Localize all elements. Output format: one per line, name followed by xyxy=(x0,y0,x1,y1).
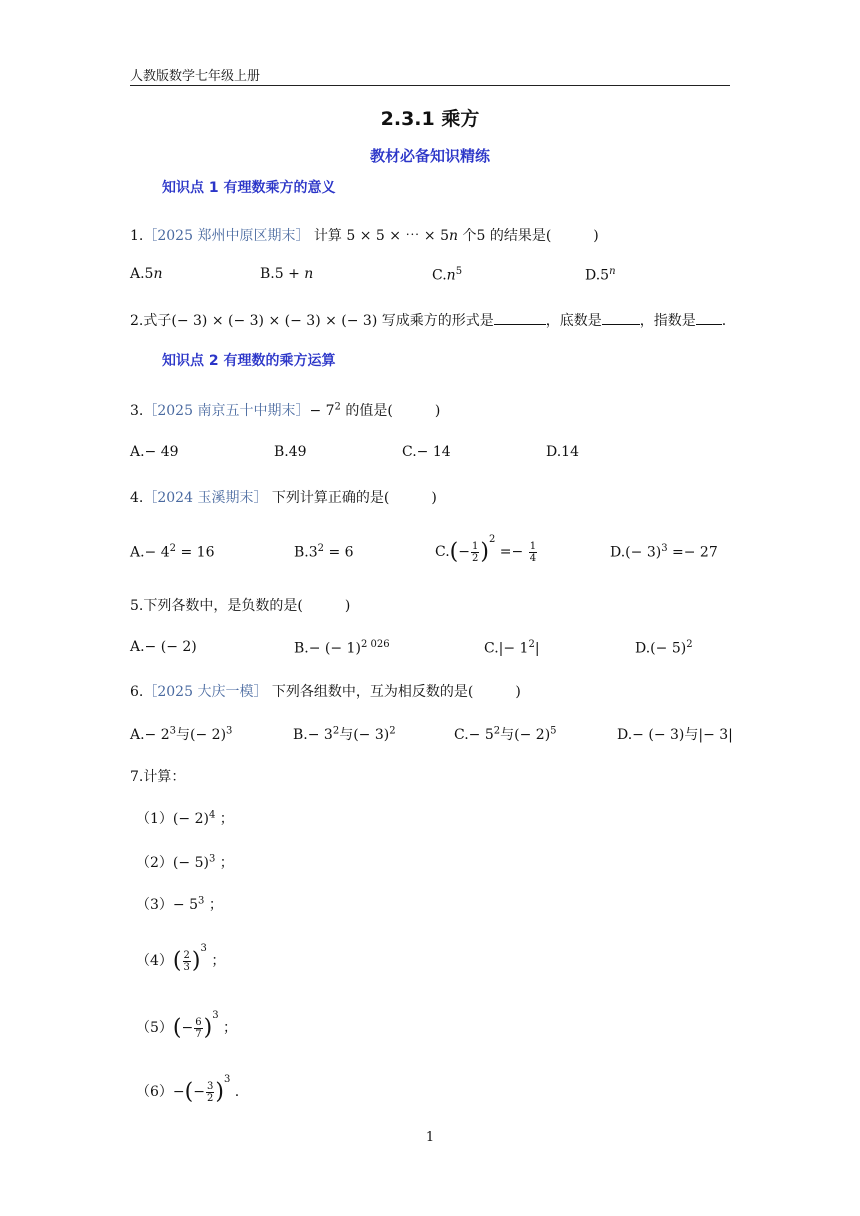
q4-option-d[interactable]: $D.(- 3)^3 =- 27$ xyxy=(610,543,718,561)
q7-item-3: $(3)- 5^3$ ； xyxy=(136,895,223,913)
q4-option-a[interactable]: $A.- 4^2 = 16$ xyxy=(130,543,215,561)
question-source: ［2025 南京五十中期末］ xyxy=(143,403,310,419)
q6-option-a[interactable]: $A.- 2^3$与(− 2)$^3$ xyxy=(130,725,233,743)
answer-blank-form[interactable] xyxy=(494,312,546,325)
q7-item-6: （6）−(− $\frac{3}{2}$ )$^3$ . xyxy=(136,1074,240,1105)
question-5: 5.下列各数中，是负数的是( ) xyxy=(130,598,351,614)
knowledge-point-2: 知识点 2 有理数的乘方运算 xyxy=(162,353,336,369)
q4-option-c[interactable]: C.(− $\frac{1}{2}$ )$^2$ =− $\frac{1}{4}$ xyxy=(435,534,537,565)
q5-option-d[interactable]: $D.(- 5)^2$ xyxy=(635,639,693,657)
q3-option-d[interactable]: D.14 xyxy=(546,444,579,460)
q5-option-c[interactable]: $C.|- 1^2|$ xyxy=(484,639,540,657)
q6-option-c[interactable]: $C.- 5^2$与(− 2)$^5$ xyxy=(454,725,557,743)
knowledge-point-1: 知识点 1 有理数乘方的意义 xyxy=(162,180,336,196)
question-6: 6.［2025 大庆一模］ 下列各组数中，互为相反数的是( ) xyxy=(130,684,521,700)
q3-option-b[interactable]: B.49 xyxy=(274,444,307,460)
q7-item-1: $(1)(- 2)^4$ ； xyxy=(136,809,234,827)
answer-blank-base[interactable] xyxy=(602,312,640,325)
q3-option-a[interactable]: A.− 49 xyxy=(130,444,179,460)
q5-option-a[interactable]: A.− (− 2) xyxy=(130,639,197,655)
q6-option-d[interactable]: D.− (− 3)与|− 3| xyxy=(617,727,733,743)
q1-option-c[interactable]: $C.n^5$ xyxy=(432,266,463,284)
question-source: ［2025 郑州中原区期末］ xyxy=(143,228,310,244)
q7-item-2: $(2)(- 5)^3$ ； xyxy=(136,853,234,871)
question-4: 4.［2024 玉溪期末］ 下列计算正确的是( ) xyxy=(130,490,437,506)
question-3: 3.［2025 南京五十中期末］− $7^2$ 的值是( ) xyxy=(130,401,441,419)
q1-option-d[interactable]: D.5$^n$ xyxy=(585,266,616,284)
question-source: ［2025 大庆一模］ xyxy=(143,684,268,700)
q5-option-b[interactable]: B.− (− 1)$^{2 026}$ xyxy=(294,639,390,657)
q4-option-b[interactable]: $B.3^2 = 6$ xyxy=(294,543,354,561)
section-subtitle: 教材必备知识精练 xyxy=(369,147,490,165)
question-2: 2.式子(− 3) × (− 3) × (− 3) × (− 3) 写成乘方的形式是 ，底数是 ，指数是 . xyxy=(130,313,727,329)
q3-option-c[interactable]: C.− 14 xyxy=(402,444,451,460)
question-1: 1.［2025 郑州中原区期末］ 计算 5 × 5 × ⋯ × 5n 个5 的结果是( ) xyxy=(130,228,599,244)
q6-option-b[interactable]: $B.- 3^2$与(− 3)$^2$ xyxy=(293,725,396,743)
q1-option-b[interactable]: B.5 + n xyxy=(260,266,314,282)
q1-option-a[interactable]: A.5n xyxy=(130,266,163,282)
header-rule xyxy=(130,85,730,86)
page-title: 2.3.1 乘方 xyxy=(380,108,480,130)
q7-item-5: （5）(− $\frac{6}{7}$ )$^3$ ； xyxy=(136,1010,238,1041)
q7-item-4: （4）( $\frac{2}{3}$ )$^3$ ； xyxy=(136,943,226,974)
answer-blank-exponent[interactable] xyxy=(696,312,722,325)
question-source: ［2024 玉溪期末］ xyxy=(143,490,268,506)
question-7: 7.计算： xyxy=(130,769,186,785)
page-number: 1 xyxy=(425,1130,435,1145)
page-header: 人教版数学七年级上册 xyxy=(130,69,261,84)
